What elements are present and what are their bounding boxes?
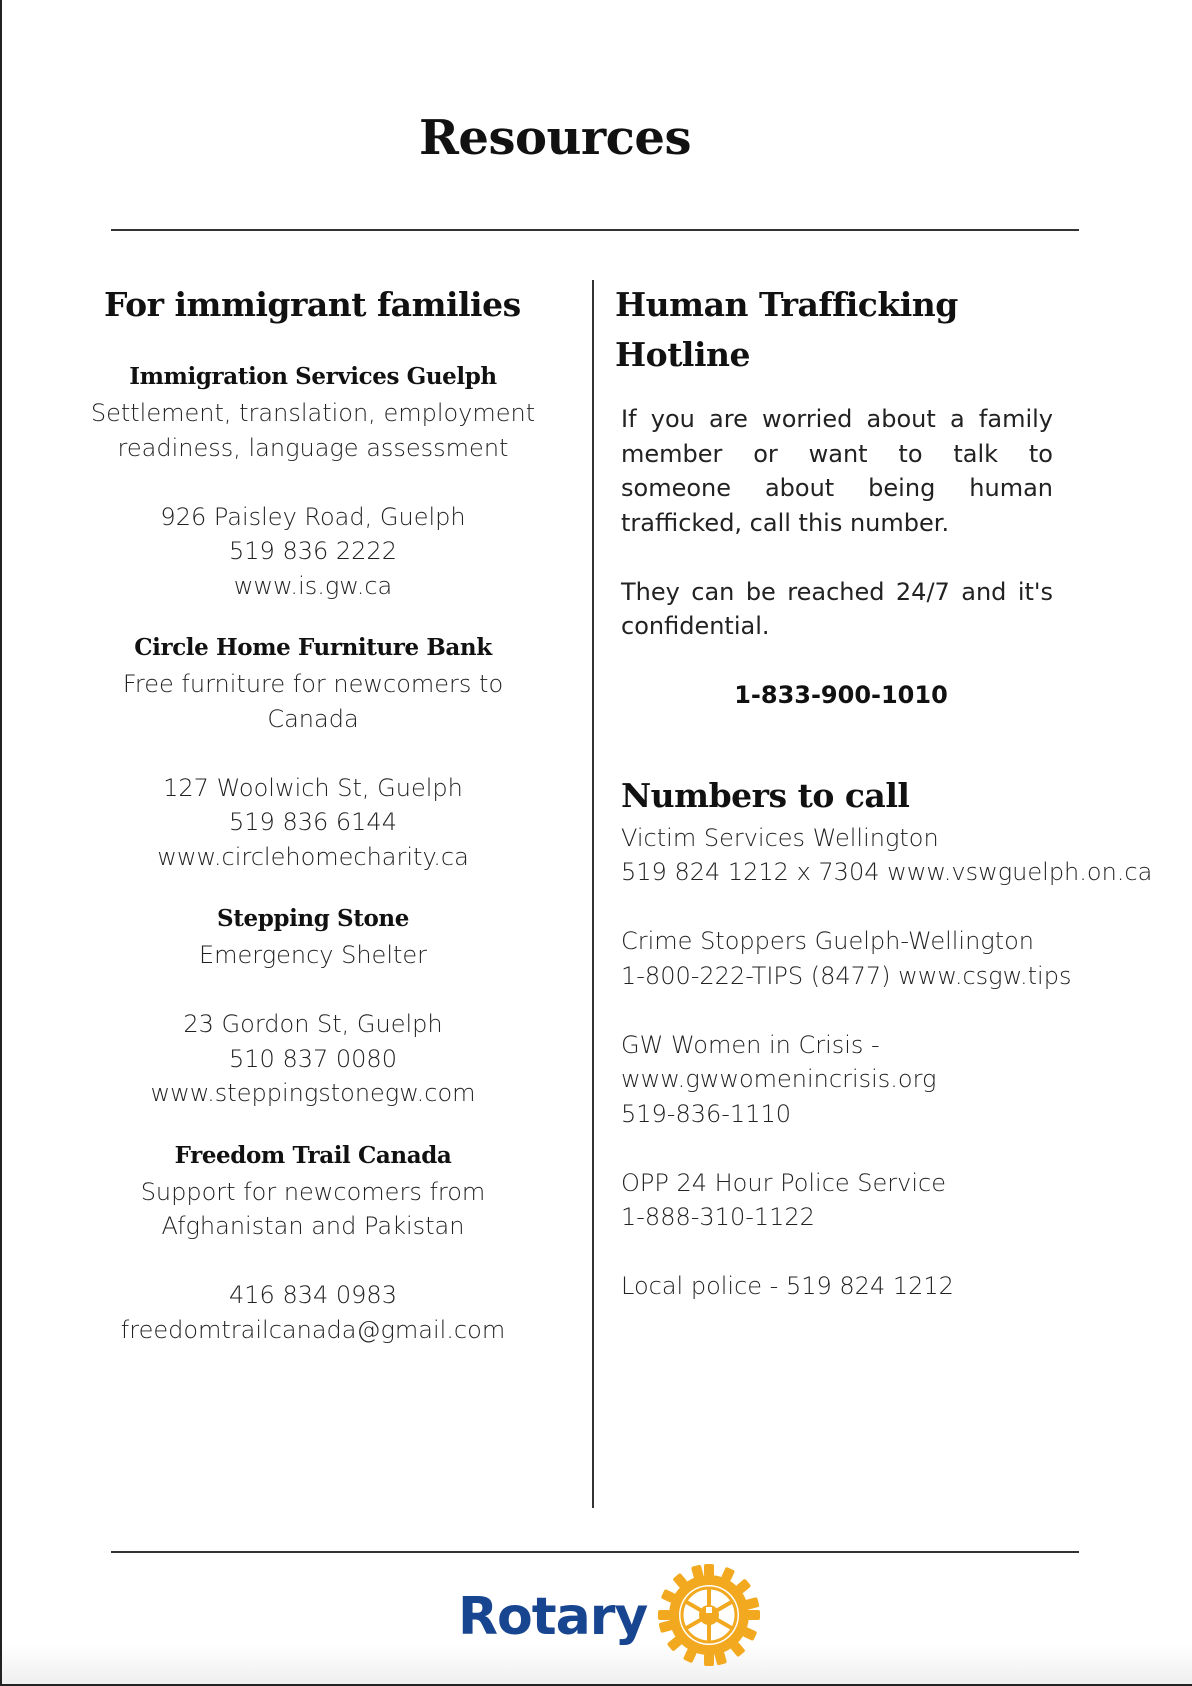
immigrant-families-heading: For immigrant families (104, 285, 521, 324)
hotline-availability: They can be reached 24/7 and it's confidential. (621, 577, 1053, 640)
list-item (621, 924, 1181, 993)
numbers-to-call-heading: Numbers to call (621, 775, 910, 815)
contact-details: 1-800-222-TIPS (8477) www.csgw.tips (621, 961, 1072, 990)
list-item (621, 821, 1181, 890)
rotary-wordmark: Rotary (458, 1587, 648, 1647)
org-description: Emergency Shelter (198, 941, 428, 969)
org-stepping-stone (80, 900, 546, 1111)
org-website: www.circlehomecharity.ca (157, 842, 469, 871)
org-circle-home-furniture-bank (80, 629, 546, 874)
contact-details: 519-836-1110 (621, 1099, 792, 1128)
org-phone: 519 836 2222 (229, 537, 397, 565)
org-name: Stepping Stone (217, 905, 409, 932)
org-immigration-services-guelph (80, 358, 546, 603)
org-name: Freedom Trail Canada (174, 1141, 452, 1169)
contact-name: GW Women in Crisis - www.gwwomenincrisis.org (621, 1030, 937, 1093)
org-phone: 416 834 0983 (229, 1281, 397, 1309)
org-description: Settlement, translation, employment (90, 399, 536, 427)
org-name: Immigration Services Guelph (129, 363, 497, 390)
immigrant-families-column (80, 280, 546, 1347)
rotary-logo (458, 1562, 761, 1672)
bottom-divider (111, 1551, 1079, 1553)
top-divider (111, 229, 1079, 231)
org-email: freedomtrailcanada@gmail.com (120, 1315, 506, 1344)
contact-name: Victim Services Wellington (621, 823, 939, 852)
contact-name: OPP 24 Hour Police Service (621, 1168, 946, 1197)
org-website: www.steppingstonegw.com (150, 1079, 476, 1107)
org-description: Support for newcomers from (140, 1177, 486, 1206)
org-phone: 519 836 6144 (229, 808, 397, 836)
hotline-description: If you are worried about a family member or want to talk to someone about being human trafficked, call this number. (621, 405, 1053, 537)
list-item (621, 1028, 1181, 1132)
list-item (621, 1166, 1181, 1235)
org-address: 23 Gordon St, Guelph (183, 1010, 443, 1038)
contact-name: Crime Stoppers Guelph-Wellington (621, 927, 1035, 955)
hotline-heading: Human Trafficking Hotline (615, 285, 958, 374)
org-address: 926 Paisley Road, Guelph (160, 502, 466, 531)
org-freedom-trail-canada (80, 1137, 546, 1348)
org-description: readiness, language assessment (117, 433, 509, 462)
hotline-column (615, 280, 1153, 1338)
org-address: 127 Woolwich St, Guelph (163, 773, 463, 802)
org-description: Free furniture for newcomers to Canada (122, 670, 504, 733)
contact-name: Local police - 519 824 1212 (621, 1272, 954, 1300)
org-website: www.is.gw.ca (233, 571, 393, 600)
org-name: Circle Home Furniture Bank (134, 634, 492, 661)
org-phone: 510 837 0080 (229, 1044, 397, 1073)
column-divider (592, 280, 594, 1508)
org-description: Afghanistan and Pakistan (161, 1212, 465, 1240)
hotline-phone-number: 1-833-900-1010 (734, 681, 948, 709)
rotary-wheel-icon (657, 1563, 761, 1672)
numbers-list (621, 821, 1181, 1304)
list-item (621, 1269, 1181, 1304)
page-title: Resources (419, 110, 691, 166)
contact-details: 519 824 1212 x 7304 www.vswguelph.on.ca (621, 858, 1153, 886)
contact-details: 1-888-310-1122 (621, 1203, 815, 1231)
